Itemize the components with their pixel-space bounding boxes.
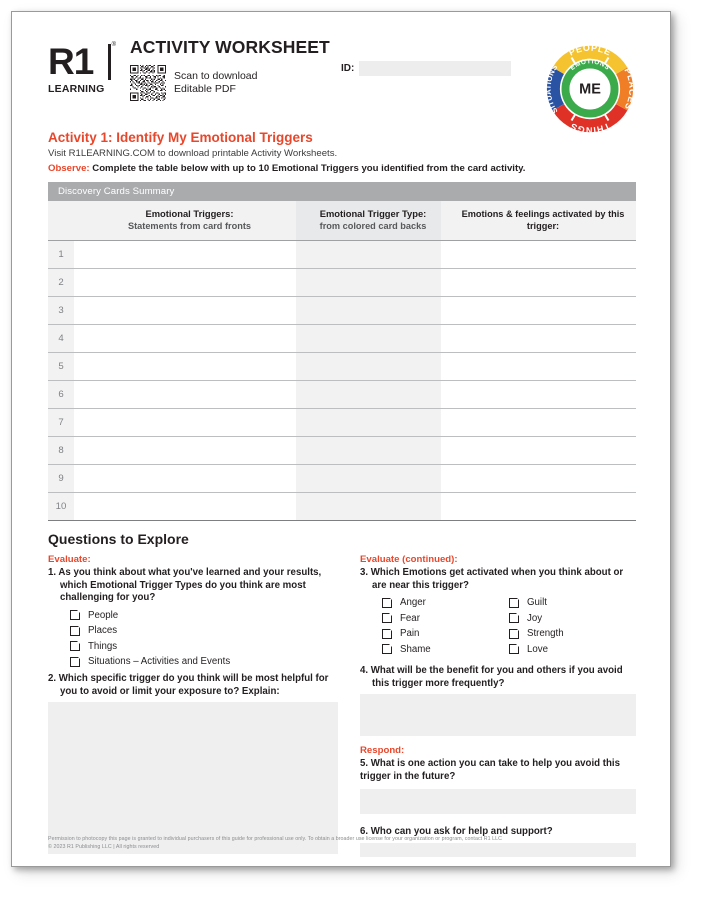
row-number: 8 — [48, 437, 74, 465]
question-5-text: 5. What is one action you can take to help you avoid this trigger in the future? — [360, 758, 620, 782]
checkbox-icon[interactable] — [382, 598, 392, 608]
id-field-group — [341, 61, 511, 76]
cell-trigger-type[interactable] — [296, 493, 441, 521]
activity-title: Activity 1: Identify My Emotional Triggers — [48, 130, 313, 145]
row-number: 7 — [48, 409, 74, 437]
cell-emotions[interactable] — [441, 437, 636, 465]
logo-bar-icon — [108, 44, 111, 80]
cell-trigger-type[interactable] — [296, 241, 441, 269]
cell-trigger-type[interactable] — [296, 353, 441, 381]
question-3-options-col2 — [509, 597, 636, 659]
cell-emotions[interactable] — [441, 297, 636, 325]
checkbox-label: Pain — [400, 628, 420, 640]
checkbox-icon[interactable] — [70, 641, 80, 651]
emotion-option[interactable] — [509, 628, 636, 639]
cell-emotions[interactable] — [441, 353, 636, 381]
table-row — [48, 493, 636, 521]
checkbox-label: Guilt — [527, 597, 547, 609]
question-5-answer-box[interactable] — [360, 789, 636, 814]
cell-trigger-type[interactable] — [296, 409, 441, 437]
question-1-options — [70, 610, 338, 668]
title-block — [130, 37, 330, 101]
emotion-option[interactable] — [382, 644, 509, 655]
cell-emotions[interactable] — [441, 241, 636, 269]
col-header-number — [48, 201, 74, 241]
row-number: 3 — [48, 297, 74, 325]
trigger-type-option[interactable] — [70, 641, 338, 652]
checkbox-label: Places — [88, 625, 118, 637]
row-number: 1 — [48, 241, 74, 269]
cell-trigger[interactable] — [74, 325, 296, 353]
wheel-label-emotions: EMOTIONS — [569, 58, 611, 72]
respond-label: Respond: — [360, 745, 405, 757]
emotion-option[interactable] — [382, 597, 509, 608]
cell-trigger-type[interactable] — [296, 297, 441, 325]
emotion-option[interactable] — [382, 613, 509, 624]
cell-trigger[interactable] — [74, 437, 296, 465]
checkbox-icon[interactable] — [382, 644, 392, 654]
table-header — [48, 201, 636, 241]
row-number: 4 — [48, 325, 74, 353]
emotion-option[interactable] — [509, 597, 636, 608]
trigger-type-option[interactable] — [70, 610, 338, 621]
checkbox-label: Strength — [527, 628, 564, 640]
checkbox-label: Situations – Activities and Events — [88, 656, 231, 668]
id-label: ID: — [341, 63, 355, 74]
row-number: 10 — [48, 493, 74, 521]
col-header-type — [296, 201, 441, 241]
cell-trigger[interactable] — [74, 269, 296, 297]
checkbox-label: Shame — [400, 643, 431, 655]
table-title-bar: Discovery Cards Summary — [48, 182, 636, 201]
table-row — [48, 353, 636, 381]
questions-columns — [48, 554, 636, 857]
cell-trigger[interactable] — [74, 381, 296, 409]
page-title: ACTIVITY WORKSHEET — [130, 37, 330, 57]
observe-line — [48, 163, 636, 174]
question-3-options — [382, 597, 636, 659]
emotion-option[interactable] — [509, 644, 636, 655]
footer-copyright-line: © 2023 R1 Publishing LLC | All rights reserved — [48, 844, 160, 850]
evaluate-continued-label: Evaluate (continued): — [360, 554, 458, 565]
col-header-triggers-title: Emotional Triggers: — [145, 208, 234, 219]
logo-mark — [48, 41, 116, 82]
cell-emotions[interactable] — [441, 409, 636, 437]
col-header-emotions-title: Emotions & feelings activated by this trigger: — [461, 209, 625, 231]
checkbox-icon[interactable] — [70, 626, 80, 636]
visit-line: Visit R1LEARNING.COM to download printable Activity Worksheets. — [48, 148, 338, 159]
question-1-text: 1. As you think about what you've learned and your results, which Emotional Trigger Types do you think are most challenging for you? — [48, 567, 322, 604]
wheel-label-people: PEOPLE — [567, 42, 613, 58]
qr-caption-line2: Editable PDF — [174, 83, 236, 95]
checkbox-label: Fear — [400, 612, 420, 624]
evaluate-label: Evaluate: — [48, 554, 91, 565]
wheel-label-situations: SITUATIONS — [543, 62, 560, 116]
qr-caption — [174, 70, 257, 96]
discovery-cards-table — [48, 182, 636, 521]
cell-emotions[interactable] — [441, 325, 636, 353]
checkbox-icon[interactable] — [509, 613, 519, 623]
checkbox-label: Things — [88, 640, 118, 652]
observe-text: Complete the table below with up to 10 Emotional Triggers you identified from the card activity. — [89, 163, 526, 174]
row-number: 2 — [48, 269, 74, 297]
wheel-label-places: PLACES — [622, 66, 638, 112]
question-4-text: 4. What will be the benefit for you and others if you avoid this trigger more frequently? — [360, 665, 623, 689]
table-body — [48, 241, 636, 521]
checkbox-icon[interactable] — [70, 610, 80, 620]
qr-code-icon[interactable] — [130, 65, 166, 101]
logo-text: R1 — [48, 41, 94, 82]
question-3-text: 3. Which Emotions get activated when you think about or are near this trigger? — [360, 567, 624, 591]
col-header-triggers-sub: Statements from card fronts — [127, 221, 252, 231]
footer-permission-line: Permission to photocopy this page is granted to individual purchasers of this guide for professional use only. To obtain a broader use license for your organization or program, contact R1 LLC — [48, 836, 502, 842]
qr-row — [130, 65, 330, 101]
checkbox-icon[interactable] — [509, 629, 519, 639]
cell-trigger[interactable] — [74, 297, 296, 325]
cell-trigger[interactable] — [74, 241, 296, 269]
table-row — [48, 297, 636, 325]
row-number: 5 — [48, 353, 74, 381]
table-row — [48, 381, 636, 409]
page-header — [48, 37, 638, 136]
col-header-triggers — [74, 201, 296, 241]
cell-emotions[interactable] — [441, 465, 636, 493]
me-wheel-graphic — [540, 39, 640, 139]
table-row — [48, 409, 636, 437]
cell-trigger-type[interactable] — [296, 269, 441, 297]
checkbox-label: Anger — [400, 597, 426, 609]
question-6-text: 6. Who can you ask for help and support? — [360, 825, 553, 837]
table-row — [48, 465, 636, 493]
cell-trigger-type[interactable] — [296, 325, 441, 353]
checkbox-icon[interactable] — [509, 598, 519, 608]
id-input[interactable] — [359, 61, 511, 76]
cell-emotions[interactable] — [441, 493, 636, 521]
checkbox-label: Joy — [527, 612, 543, 624]
checkbox-label: Love — [527, 643, 549, 655]
checkbox-icon[interactable] — [382, 629, 392, 639]
emotion-option[interactable] — [382, 628, 509, 639]
r1-learning-logo — [48, 42, 114, 95]
col-header-emotions — [441, 201, 636, 241]
table-row — [48, 325, 636, 353]
question-3-options-col1 — [382, 597, 509, 659]
trigger-type-option[interactable] — [70, 625, 338, 636]
questions-left-column — [48, 554, 338, 857]
checkbox-icon[interactable] — [509, 644, 519, 654]
cell-trigger-type[interactable] — [296, 465, 441, 493]
logo-subtext: LEARNING — [48, 83, 105, 95]
questions-heading: Questions to Explore — [48, 531, 189, 547]
wheel-label-things: THINGS — [568, 120, 612, 136]
table-row — [48, 269, 636, 297]
cell-trigger[interactable] — [74, 353, 296, 381]
cell-trigger-type[interactable] — [296, 381, 441, 409]
qr-caption-line1: Scan to download — [174, 70, 258, 82]
checkbox-icon[interactable] — [70, 657, 80, 667]
checkbox-icon[interactable] — [382, 613, 392, 623]
cell-emotions[interactable] — [441, 269, 636, 297]
question-2-answer-box[interactable] — [48, 702, 338, 854]
col-header-type-sub: from colored card backs — [319, 221, 427, 231]
me-wheel-icon — [540, 39, 640, 139]
table-row — [48, 241, 636, 269]
cell-emotions[interactable] — [441, 381, 636, 409]
cell-trigger-type[interactable] — [296, 437, 441, 465]
cell-trigger[interactable] — [74, 493, 296, 521]
checkbox-label: People — [88, 609, 119, 621]
question-4-answer-box[interactable] — [360, 694, 636, 736]
cell-trigger[interactable] — [74, 409, 296, 437]
table-row — [48, 437, 636, 465]
questions-right-column — [360, 554, 636, 857]
emotion-option[interactable] — [509, 613, 636, 624]
worksheet-page — [11, 11, 671, 867]
question-2-text: 2. Which specific trigger do you think will be most helpful for you to avoid or limit your exposure to? Explain: — [48, 673, 329, 697]
cell-trigger[interactable] — [74, 465, 296, 493]
row-number: 6 — [48, 381, 74, 409]
triggers-grid — [48, 201, 636, 521]
observe-label: Observe: — [48, 163, 90, 174]
registered-trademark-icon: ® — [111, 42, 116, 48]
wheel-center-label: ME — [579, 81, 601, 98]
row-number: 9 — [48, 465, 74, 493]
page-footer — [48, 835, 636, 851]
trigger-type-option[interactable] — [70, 656, 338, 667]
col-header-type-title: Emotional Trigger Type: — [319, 208, 427, 219]
